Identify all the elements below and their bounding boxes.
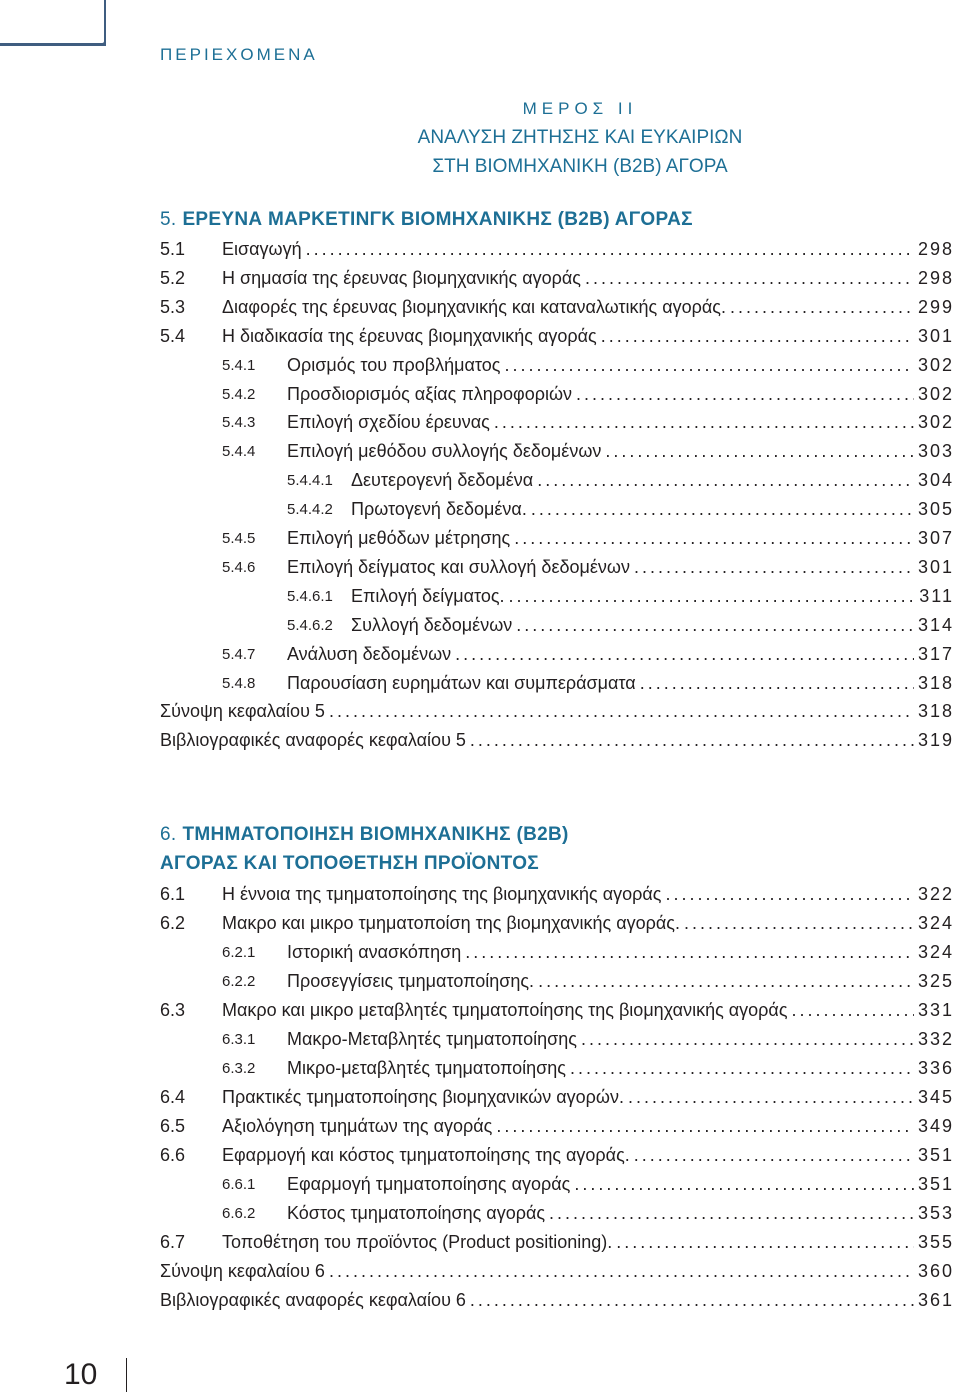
- toc-entry[interactable]: [0, 673, 960, 697]
- toc-entry-title: Δευτερογενή δεδομένα: [351, 470, 534, 491]
- toc-entry-title: Ανάλυση δεδομένων: [287, 643, 452, 664]
- toc-entry-page: 319: [917, 730, 954, 751]
- dot-leader: [470, 1290, 914, 1311]
- toc-entry-line: [222, 1145, 954, 1166]
- toc-entry-page: 304: [917, 470, 954, 491]
- toc-entry-number: 6.2: [160, 913, 186, 933]
- toc-entry-page: 351: [917, 1145, 954, 1165]
- toc-entry-line: [287, 470, 954, 491]
- dot-leader: [516, 615, 914, 636]
- toc-entry[interactable]: [0, 1029, 960, 1053]
- dot-leader: [684, 913, 914, 934]
- dot-leader: [470, 730, 914, 751]
- toc-entry-number: 6.5: [160, 1116, 186, 1136]
- toc-entry-number: 5.4.1: [222, 356, 256, 374]
- toc-entry-title: Ορισμός του προβλήματος: [287, 354, 501, 375]
- toc-entry[interactable]: [0, 1087, 960, 1111]
- toc-entry-line: [287, 557, 954, 578]
- toc-entry-line: [287, 1029, 954, 1050]
- toc-entry-page: 314: [917, 614, 954, 635]
- toc-entry-number: 6.6: [160, 1145, 186, 1165]
- dot-leader: [634, 557, 914, 578]
- toc-entry-line: [287, 412, 954, 433]
- toc-entry-title: Διαφορές της έρευνας βιομηχανικής και καταναλωτικής αγοράς.: [222, 296, 726, 317]
- toc-entry-page: 322: [917, 884, 954, 904]
- page-number-rule: [126, 1358, 127, 1392]
- toc-entry-page: 317: [917, 643, 954, 664]
- toc-entry[interactable]: [0, 470, 960, 494]
- toc-entry-page: 325: [917, 971, 954, 991]
- toc-entry-line: [287, 528, 954, 549]
- toc-entry[interactable]: [0, 412, 960, 436]
- dot-leader: [306, 239, 914, 260]
- toc-entry-title: Η έννοια της τμηματοποίησης της βιομηχανικής αγοράς: [222, 884, 662, 904]
- toc-entry[interactable]: [0, 884, 960, 908]
- dot-leader: [494, 412, 914, 433]
- toc-entry-number: 5.4.5: [222, 530, 256, 547]
- toc-entry-page: 351: [917, 1174, 954, 1194]
- toc-entry-number: 5.1: [160, 239, 186, 259]
- toc-entry-page: 324: [917, 913, 954, 933]
- toc-entry-title: Επιλογή μεθόδου συλλογής δεδομένων: [287, 441, 602, 462]
- toc-entry-number: 6.4: [160, 1087, 186, 1107]
- toc-entry-line: [287, 355, 954, 376]
- toc-entry-number: 5.4.4.2: [287, 501, 333, 519]
- toc-entry[interactable]: [0, 615, 960, 639]
- toc-entry-line: [287, 384, 954, 405]
- toc-entry-line: [287, 1058, 954, 1079]
- toc-entry-number: 6.3.2: [222, 1060, 256, 1077]
- toc-entry[interactable]: [0, 942, 960, 966]
- toc-entry-number: 5.4.6.2: [287, 616, 333, 634]
- dot-leader: [538, 971, 914, 992]
- toc-entry-page: 311: [919, 585, 954, 606]
- toc-entry[interactable]: [0, 239, 960, 263]
- dot-leader: [616, 1232, 914, 1253]
- dot-leader: [576, 384, 914, 405]
- toc-entry-title: Κόστος τμηματοποίησης αγοράς: [287, 1203, 546, 1223]
- dot-leader: [570, 1058, 914, 1079]
- toc-entry-page: 318: [917, 672, 954, 693]
- toc-entry-title: Προσεγγίσεις τμηματοποίησης.: [287, 971, 535, 991]
- toc-entry-page: 307: [917, 528, 954, 548]
- toc-entry-line: [287, 586, 954, 607]
- page-number: 10: [64, 1358, 98, 1391]
- toc-entry[interactable]: [0, 384, 960, 408]
- toc-entry-line: [160, 1261, 954, 1282]
- chapter-number: 5.: [160, 209, 177, 230]
- toc-entry-number: 5.2: [160, 267, 186, 288]
- toc-entry-line: [287, 499, 954, 520]
- toc-entry[interactable]: [0, 1290, 960, 1314]
- toc-entry-title: Αξιολόγηση τμημάτων της αγοράς: [222, 1116, 493, 1136]
- toc-entry[interactable]: [0, 326, 960, 350]
- toc-entry-number: 6.6.2: [222, 1205, 256, 1222]
- dot-leader: [514, 528, 914, 549]
- dot-leader: [455, 644, 914, 665]
- toc-entry-line: [287, 644, 954, 665]
- toc-entry-page: 361: [917, 1290, 954, 1310]
- toc-entry-page: 298: [917, 267, 954, 288]
- toc-entry-page: 349: [917, 1116, 954, 1136]
- toc-entry-number: 6.6.1: [222, 1176, 256, 1193]
- toc-entry[interactable]: [0, 586, 960, 610]
- running-head: ΠΕΡΙΕΧΟΜΕΝΑ: [160, 45, 318, 64]
- toc-entry-title: Η διαδικασία της έρευνας βιομηχανικής αγοράς: [222, 325, 597, 346]
- toc-entry-title: Εφαρμογή τμηματοποίησης αγοράς: [287, 1174, 571, 1194]
- toc-entry-line: [160, 701, 954, 722]
- toc-entry-number: 6.1: [160, 884, 186, 904]
- toc-entry-title: Μακρο και μικρο τμηματοποίση της βιομηχανικής αγοράς.: [222, 913, 680, 933]
- dot-leader: [628, 1087, 914, 1108]
- toc-entry[interactable]: [0, 1145, 960, 1169]
- toc-entry[interactable]: [0, 355, 960, 379]
- dot-leader: [605, 441, 914, 462]
- toc-entry-page: 324: [917, 942, 954, 962]
- toc-entry-page: 298: [917, 239, 954, 259]
- dot-leader: [465, 942, 914, 963]
- toc-entry[interactable]: [0, 1174, 960, 1198]
- toc-entry[interactable]: [0, 1058, 960, 1082]
- toc-entry[interactable]: [0, 913, 960, 937]
- chapter-title-text: ΕΡΕΥΝΑ ΜΑΡΚΕΤΙΝΓΚ ΒΙΟΜΗΧΑΝΙΚΗΣ (B2B) ΑΓΟΡΑΣ: [182, 209, 693, 230]
- toc-entry-title: Βιβλιογραφικές αναφορές κεφαλαίου 6: [160, 1290, 466, 1310]
- toc-entry-line: [222, 1116, 954, 1137]
- toc-entry-title: Βιβλιογραφικές αναφορές κεφαλαίου 5: [160, 730, 466, 751]
- toc-entry-page: 299: [917, 296, 954, 317]
- toc-entry-title: Μακρο και μικρο μεταβλητές τμηματοποίησης της βιομηχανικής αγοράς: [222, 1000, 788, 1020]
- dot-leader: [574, 1174, 914, 1195]
- toc-entry-title: Ιστορική ανασκόπηση: [287, 942, 462, 962]
- toc-entry-page: 345: [917, 1087, 954, 1107]
- dot-leader: [537, 470, 914, 491]
- toc-entry-line: [222, 913, 954, 934]
- part-label: ΜΕΡΟΣ ΙΙ: [522, 99, 638, 118]
- toc-entry[interactable]: [0, 1000, 960, 1024]
- toc-entry-page: 302: [917, 412, 954, 433]
- toc-entry-title: Μακρο-Μεταβλητές τμηματοποίησης: [287, 1029, 577, 1049]
- chapter-number: 6.: [160, 824, 177, 845]
- toc-entry-page: 305: [917, 499, 954, 520]
- part-title-line-1: ΑΝΑΛΥΣΗ ΖΗΤΗΣΗΣ ΚΑΙ ΕΥΚΑΙΡΙΩΝ: [417, 127, 743, 148]
- toc-entry-page: 331: [917, 1000, 954, 1020]
- toc-entry[interactable]: [0, 1232, 960, 1256]
- toc-entry-line: [222, 1000, 954, 1021]
- toc-entry-number: 5.4.4.1: [287, 472, 333, 490]
- toc-entry-title: Επιλογή δείγματος και συλλογή δεδομένων: [287, 556, 630, 577]
- chapter-6-title: [160, 824, 569, 846]
- toc-entry-line: [222, 326, 954, 347]
- toc-entry-title: Πρακτικές τμηματοποίησης βιομηχανικών αγορών.: [222, 1087, 624, 1107]
- toc-entry-line: [287, 673, 954, 694]
- dot-leader: [504, 355, 913, 376]
- toc-entry-title: Η σημασία της έρευνας βιομηχανικής αγοράς: [222, 267, 581, 288]
- toc-entry[interactable]: [0, 644, 960, 668]
- dot-leader: [549, 1203, 914, 1224]
- toc-entry-line: [287, 942, 954, 963]
- toc-entry-line: [222, 268, 954, 289]
- toc-entry-line: [222, 1232, 954, 1253]
- toc-entry-number: 5.4: [160, 325, 186, 346]
- dot-leader: [640, 673, 914, 694]
- toc-entry-line: [222, 239, 954, 260]
- toc-entry[interactable]: [0, 1116, 960, 1140]
- toc-entry-title: Επιλογή σχεδίου έρευνας: [287, 412, 490, 433]
- toc-entry-title: Επιλογή δείγματος.: [351, 585, 505, 606]
- toc-entry-number: 5.4.8: [222, 674, 256, 692]
- dot-leader: [329, 1261, 914, 1282]
- dot-leader: [585, 268, 914, 289]
- toc-entry-line: [222, 1087, 954, 1108]
- part-title-line-2: ΣΤΗ ΒΙΟΜΗΧΑΝΙΚΗ (B2B) ΑΓΟΡΑ: [432, 156, 728, 177]
- dot-leader: [792, 1000, 914, 1021]
- toc-entry-number: 6.7: [160, 1232, 186, 1252]
- dot-leader: [329, 701, 914, 722]
- toc-entry-title: Σύνοψη κεφαλαίου 6: [160, 1261, 325, 1281]
- toc-entry-number: 5.4.6: [222, 558, 256, 576]
- toc-entry[interactable]: [0, 557, 960, 581]
- toc-entry[interactable]: [0, 297, 960, 321]
- chapter-6-title-line-2: ΑΓΟΡΑΣ ΚΑΙ ΤΟΠΟΘΕΤΗΣΗ ΠΡΟΪΟΝΤΟΣ: [160, 853, 540, 874]
- toc-entry-line: [287, 615, 954, 636]
- dot-leader: [531, 499, 914, 520]
- toc-entry-line: [287, 971, 954, 992]
- toc-entry-title: Σύνοψη κεφαλαίου 5: [160, 701, 325, 722]
- toc-entry[interactable]: [0, 1203, 960, 1227]
- toc-entry-number: 5.4.2: [222, 385, 256, 403]
- toc-entry-page: 336: [917, 1058, 954, 1078]
- toc-entry-page: 360: [917, 1261, 954, 1281]
- toc-entry-page: 302: [917, 354, 954, 375]
- toc-entry-title: Μικρο-μεταβλητές τμηματοποίησης: [287, 1058, 566, 1078]
- dot-leader: [509, 586, 916, 607]
- toc-entry[interactable]: [0, 701, 960, 725]
- toc-entry-line: [160, 1290, 954, 1311]
- toc-entry-page: 332: [917, 1029, 954, 1049]
- toc-entry-line: [287, 1174, 954, 1195]
- toc-entry[interactable]: [0, 528, 960, 552]
- toc-entry[interactable]: [0, 499, 960, 523]
- part-heading: [380, 94, 780, 181]
- toc-entry-number: 5.4.7: [222, 645, 256, 663]
- toc-entry-number: 6.3.1: [222, 1031, 256, 1048]
- toc-entry-line: [287, 441, 954, 462]
- toc-entry-line: [160, 730, 954, 751]
- toc-entry-line: [287, 1203, 954, 1224]
- toc-entry-number: 5.4.6.1: [287, 587, 333, 605]
- toc-entry-title: Παρουσίαση ευρημάτων και συμπεράσματα: [287, 672, 636, 693]
- toc-entry-title: Πρωτογενή δεδομένα.: [351, 499, 527, 520]
- toc-entry-number: 6.3: [160, 1000, 186, 1020]
- toc-entry-title: Συλλογή δεδομένων: [351, 614, 513, 635]
- dot-leader: [730, 297, 914, 318]
- toc-entry-page: 353: [917, 1203, 954, 1223]
- dot-leader: [634, 1145, 914, 1166]
- chapter-title-text: ΤΜΗΜΑΤΟΠΟΙΗΣΗ ΒΙΟΜΗΧΑΝΙΚΗΣ (B2B): [182, 824, 569, 845]
- toc-entry[interactable]: [0, 971, 960, 995]
- toc-entry-title: Τοποθέτηση του προϊόντος (Product positioning).: [222, 1232, 613, 1252]
- toc-entry[interactable]: [0, 1261, 960, 1285]
- toc-entry[interactable]: [0, 730, 960, 754]
- toc-entry-title: Επιλογή μεθόδων μέτρησης: [287, 528, 511, 548]
- toc-entry-number: 6.2.1: [222, 944, 256, 961]
- toc-entry-title: Εφαρμογή και κόστος τμηματοποίησης της αγοράς.: [222, 1145, 630, 1165]
- toc-entry[interactable]: [0, 441, 960, 465]
- toc-entry-line: [222, 297, 954, 318]
- toc-entry-page: 303: [917, 441, 954, 462]
- toc-entry-title: Προσδιορισμός αξίας πληροφοριών: [287, 383, 572, 404]
- toc-entry-page: 301: [917, 556, 954, 577]
- toc-entry-page: 301: [917, 325, 954, 346]
- toc-entry-number: 5.4.4: [222, 443, 256, 461]
- toc-entry-title: Εισαγωγή: [222, 239, 302, 259]
- dot-leader: [496, 1116, 914, 1137]
- toc-entry-page: 355: [917, 1232, 954, 1252]
- toc-entry-number: 5.3: [160, 296, 186, 317]
- dot-leader: [601, 326, 914, 347]
- toc-entry-number: 5.4.3: [222, 414, 256, 432]
- toc-entry-page: 318: [917, 701, 954, 722]
- corner-crop-mark: [0, 0, 106, 46]
- toc-entry-number: 6.2.2: [222, 973, 256, 990]
- dot-leader: [581, 1029, 914, 1050]
- toc-entry-line: [222, 884, 954, 905]
- toc-entry-page: 302: [917, 383, 954, 404]
- dot-leader: [665, 884, 914, 905]
- toc-entry[interactable]: [0, 268, 960, 292]
- chapter-5-title: [160, 209, 693, 231]
